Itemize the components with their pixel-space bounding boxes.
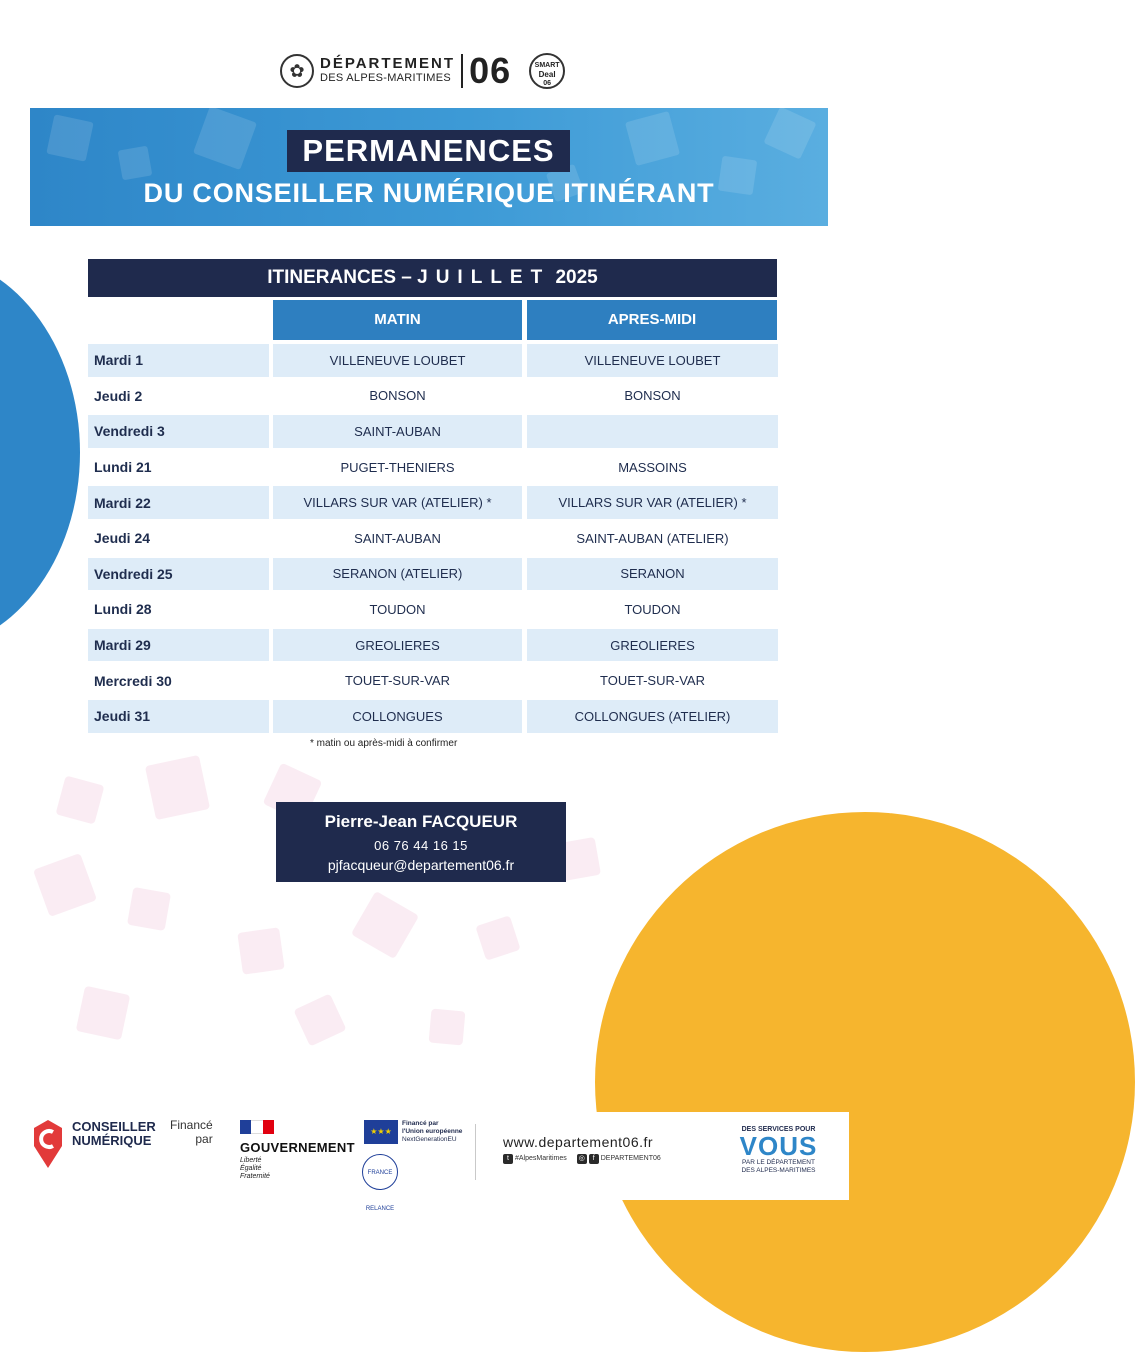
cn-line2: NUMÉRIQUE — [72, 1133, 152, 1148]
social-handle: DEPARTEMENT06 — [600, 1155, 661, 1162]
matin-cell: SAINT-AUBAN — [273, 415, 522, 448]
social-links — [503, 1154, 661, 1164]
matin-cell: SAINT-AUBAN — [354, 530, 441, 546]
heading-prefix: ITINERANCES – — [267, 267, 418, 288]
banner-subtitle: DU CONSEILLER NUMÉRIQUE ITINÉRANT — [143, 178, 715, 208]
gov-motto-3: Fraternité — [240, 1173, 270, 1180]
footnote: * matin ou après-midi à confirmer — [310, 738, 458, 749]
dept-number: 06 — [469, 50, 512, 91]
apres-midi-cell: SERANON — [527, 558, 778, 591]
day-cell: Jeudi 31 — [88, 700, 269, 733]
apres-midi-cell: TOUET-SUR-VAR — [600, 673, 705, 689]
apres-midi-cell: GREOLIERES — [527, 629, 778, 662]
heading-month: JUILLET — [417, 267, 551, 288]
apres-midi-cell: VILLARS SUR VAR (ATELIER) * — [527, 486, 778, 519]
footer-divider — [475, 1124, 476, 1180]
vous-top: DES SERVICES POUR — [741, 1126, 816, 1133]
vous-bot1: PAR LE DÉPARTEMENT — [742, 1159, 815, 1166]
contact-email[interactable]: pjfacqueur@departement06.fr — [327, 857, 515, 873]
cn-line1: CONSEILLER — [72, 1119, 156, 1134]
contact-phone[interactable]: 06 76 44 16 15 — [374, 838, 468, 853]
day-cell: Mardi 29 — [88, 629, 269, 662]
day-cell: Vendredi 3 — [88, 415, 269, 448]
matin-cell: SERANON (ATELIER) — [273, 558, 522, 591]
day-cell: Jeudi 2 — [94, 387, 143, 404]
gov-name: GOUVERNEMENT — [240, 1140, 355, 1155]
website-link[interactable]: www.departement06.fr — [503, 1134, 654, 1150]
matin-cell: VILLENEUVE LOUBET — [273, 344, 522, 377]
services-pour-vous-logo — [731, 1126, 826, 1175]
apres-midi-cell: MASSOINS — [618, 459, 687, 475]
apres-midi-cell: SAINT-AUBAN (ATELIER) — [576, 530, 729, 546]
matin-cell: VILLARS SUR VAR (ATELIER) * — [273, 486, 522, 519]
day-cell: Vendredi 25 — [88, 558, 269, 591]
eu-text — [402, 1120, 472, 1144]
eu-line3: NextGenerationEU — [402, 1136, 457, 1143]
gov-motto-2: Égalité — [240, 1165, 262, 1172]
finance-line2: par — [195, 1132, 213, 1146]
matin-cell: TOUDON — [369, 601, 426, 617]
apres-midi-cell: BONSON — [624, 388, 681, 404]
day-cell: Jeudi 24 — [94, 530, 151, 547]
heading-year: 2025 — [555, 267, 598, 288]
yellow-circle — [595, 812, 1135, 1352]
smart-deal-line2: Deal — [538, 70, 556, 79]
column-header-matin: MATIN — [273, 300, 522, 340]
day-cell: Mercredi 30 — [94, 672, 172, 689]
conseiller-numerique-logo-icon — [33, 1120, 63, 1168]
apres-midi-cell: VILLENEUVE LOUBET — [527, 344, 778, 377]
instagram-icon: ◎ — [578, 1155, 585, 1162]
apres-midi-cell: TOUDON — [624, 601, 681, 617]
twitter-icon: t — [503, 1154, 513, 1164]
footer — [0, 1112, 849, 1212]
eu-line2: l'Union européenne — [402, 1128, 463, 1135]
matin-cell: COLLONGUES — [273, 700, 522, 733]
gouvernement-logo — [240, 1120, 355, 1181]
dept-line2: DES ALPES-MARITIMES — [320, 72, 452, 84]
finance-line1: Financé — [170, 1118, 213, 1132]
gov-motto-1: Liberté — [240, 1157, 262, 1164]
column-header-apres-midi: APRES-MIDI — [527, 300, 777, 340]
day-cell: Lundi 28 — [94, 601, 152, 618]
day-cell: Lundi 21 — [94, 459, 152, 476]
smart-deal-line3: 06 — [543, 80, 551, 87]
eu-logo — [364, 1120, 472, 1144]
banner-title: PERMANENCES — [287, 130, 570, 172]
conseiller-numerique-text — [72, 1120, 156, 1148]
gov-motto — [240, 1157, 355, 1181]
france-relance-logo: FRANCE RELANCE — [362, 1154, 398, 1190]
facebook-icon: f — [589, 1154, 599, 1164]
matin-cell: PUGET-THENIERS — [340, 459, 455, 475]
day-cell: Mardi 1 — [88, 344, 269, 377]
department-emblem-icon: ✿ — [280, 54, 314, 88]
day-cell: Mardi 22 — [88, 486, 269, 519]
twitter-handle: #AlpesMaritimes — [515, 1155, 567, 1162]
vous-big: VOUS — [739, 1131, 818, 1161]
matin-cell: BONSON — [369, 388, 426, 404]
contact-card — [276, 802, 566, 882]
french-flag-icon — [240, 1120, 274, 1134]
social-account-link[interactable] — [577, 1154, 661, 1164]
twitter-link[interactable] — [503, 1154, 567, 1164]
eu-flag-icon: ★★★ — [364, 1120, 398, 1144]
matin-cell: GREOLIERES — [273, 629, 522, 662]
contact-name: Pierre-Jean FACQUEUR — [324, 812, 518, 831]
dept-line1: DÉPARTEMENT — [320, 55, 456, 72]
smart-deal-line1: SMART — [534, 62, 560, 69]
matin-cell: TOUET-SUR-VAR — [345, 673, 450, 689]
eu-line1: Financé par — [402, 1120, 439, 1127]
vous-bot2: DES ALPES-MARITIMES — [741, 1167, 816, 1174]
finance-par — [170, 1118, 213, 1146]
apres-midi-cell: COLLONGUES (ATELIER) — [527, 700, 778, 733]
